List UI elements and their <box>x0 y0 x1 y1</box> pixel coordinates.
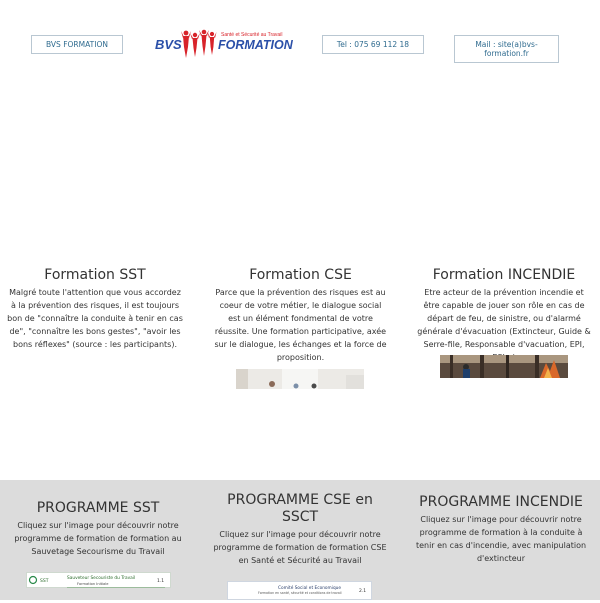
sst-doc-graphic <box>27 573 172 589</box>
formation-sst-text: Malgré toute l'attention que vous accordez à la prévention des risques, il est toujours bon de "connaître la conduite à tenir en cas de", "connaître les bons gestes", "avoir les bons réflexes" (source : les participants). <box>7 288 183 349</box>
formation-sst <box>6 266 184 351</box>
programme-sst <box>14 500 182 558</box>
programme-sst-title: PROGRAMME SST <box>36 500 160 516</box>
formation-cse <box>213 266 388 364</box>
programme-cse-document-image[interactable] <box>227 581 372 600</box>
phone-button[interactable]: Tel : 075 69 112 18 <box>322 35 424 54</box>
bvs-formation-logo[interactable] <box>155 27 293 59</box>
cse-doc-sub: Formation en santé, sécurité et conditions de travail <box>258 591 342 595</box>
formation-sst-title: Formation SST <box>44 267 146 283</box>
cse-doc-title: Comité Social et Economique <box>278 586 342 591</box>
sst-doc-tag: SST <box>40 579 49 584</box>
sst-doc-num: 1.1 <box>157 579 165 584</box>
mail-button[interactable]: Mail : site(a)bvs-formation.fr <box>454 35 559 63</box>
programme-cse-title: PROGRAMME CSE en SSCT <box>227 492 373 525</box>
programme-cse-text: Cliquez sur l'image pour découvrir notre programme de formation de formation CSE en Santé et Sécurité au Travail <box>213 530 387 565</box>
incendie-fire-image[interactable] <box>440 355 568 378</box>
programme-sst-text: Cliquez sur l'image pour découvrir notre programme de formation de formation au Sauvetage Secourisme du Travail <box>14 521 182 556</box>
programme-incendie <box>415 494 587 565</box>
formation-incendie-title: Formation INCENDIE <box>432 267 576 283</box>
formation-cse-text: Parce que la prévention des risques est au coeur de votre métier, le dialogue social est un élément fondmental de votre réussite. Une formation participative, axée sur le dialogue, les échanges et la force de proposition. <box>214 288 387 362</box>
formation-cse-title: Formation CSE <box>249 267 352 283</box>
programme-incendie-text: Cliquez sur l'image pour découvrir notre programme de formation à la conduite à tenir en cas d'incendie, avec manipulation d'extincteur <box>415 515 587 563</box>
bvs-formation-button[interactable]: BVS FORMATION <box>31 35 123 54</box>
svg-text:BVS: BVS <box>155 37 182 52</box>
incendie-image-graphic <box>440 355 568 378</box>
svg-text:Santé et Sécurité au Travail: Santé et Sécurité au Travail <box>221 32 283 38</box>
svg-text:FORMATION: FORMATION <box>218 38 293 52</box>
cse-doc-graphic <box>228 582 373 601</box>
programme-sst-document-image[interactable] <box>26 572 171 588</box>
programme-cse <box>210 492 390 567</box>
logo-graphic <box>155 27 293 59</box>
cse-meeting-image[interactable] <box>236 369 364 389</box>
formation-incendie-text: Etre acteur de la prévention incendie et être capable de jouer son rôle en cas de départ de feu, de sinistre, ou d'alarmé générale d'évacuation (Extincteur, Guide & Serre-file, Responsable d'vacuation, EPI, <box>417 288 591 349</box>
sst-doc-title: Sauveteur Secouriste du Travail <box>67 576 136 581</box>
sst-doc-sub: Formation Initiale <box>77 582 109 586</box>
formation-incendie <box>415 266 593 364</box>
programme-incendie-title: PROGRAMME INCENDIE <box>419 494 583 510</box>
cse-doc-num: 2.1 <box>359 589 367 594</box>
cse-image-graphic <box>236 369 364 389</box>
